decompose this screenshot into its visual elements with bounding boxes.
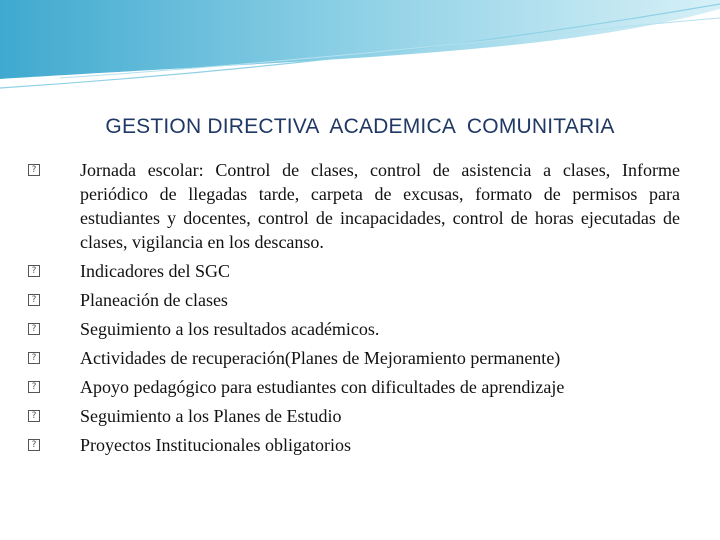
bullet-text: Indicadores del SGC <box>80 261 230 281</box>
bullet-item <box>28 317 680 341</box>
bullet-text: Apoyo pedagógico para estudiantes con dificultades de aprendizaje <box>80 377 565 397</box>
bullet-item <box>28 375 680 399</box>
bullet-text: Jornada escolar: Control de clases, control de asistencia a clases, Informe periódico de llegadas tarde, carpeta de excusas, formato de permisos para estudiantes y docentes, control de incapacidades, control de horas ejecutadas de clases, vigilancia en los descanso. <box>80 160 680 252</box>
bullet-item <box>28 433 680 457</box>
missing-glyph-box-icon: ? <box>28 439 40 451</box>
bullet-text: Seguimiento a los resultados académicos. <box>80 319 380 339</box>
missing-glyph-box-icon: ? <box>28 352 40 364</box>
missing-glyph-box-icon: ? <box>28 164 40 176</box>
bullet-text: Proyectos Institucionales obligatorios <box>80 435 351 455</box>
bullet-item <box>28 288 680 312</box>
bullet-text: Actividades de recuperación(Planes de Mejoramiento permanente) <box>80 348 561 368</box>
bullet-item <box>28 404 680 428</box>
bullet-text: Seguimiento a los Planes de Estudio <box>80 406 342 426</box>
missing-glyph-box-icon: ? <box>28 265 40 277</box>
bullet-text: Planeación de clases <box>80 290 228 310</box>
bullet-item <box>28 346 680 370</box>
missing-glyph-box-icon: ? <box>28 323 40 335</box>
header-swoosh-decoration <box>0 0 720 95</box>
bullet-list <box>28 158 680 462</box>
missing-glyph-box-icon: ? <box>28 381 40 393</box>
missing-glyph-box-icon: ? <box>28 294 40 306</box>
missing-glyph-box-icon: ? <box>28 410 40 422</box>
bullet-item <box>28 259 680 283</box>
slide-title: GESTION DIRECTIVA ACADEMICA COMUNITARIA <box>105 115 615 138</box>
bullet-item <box>28 158 680 254</box>
